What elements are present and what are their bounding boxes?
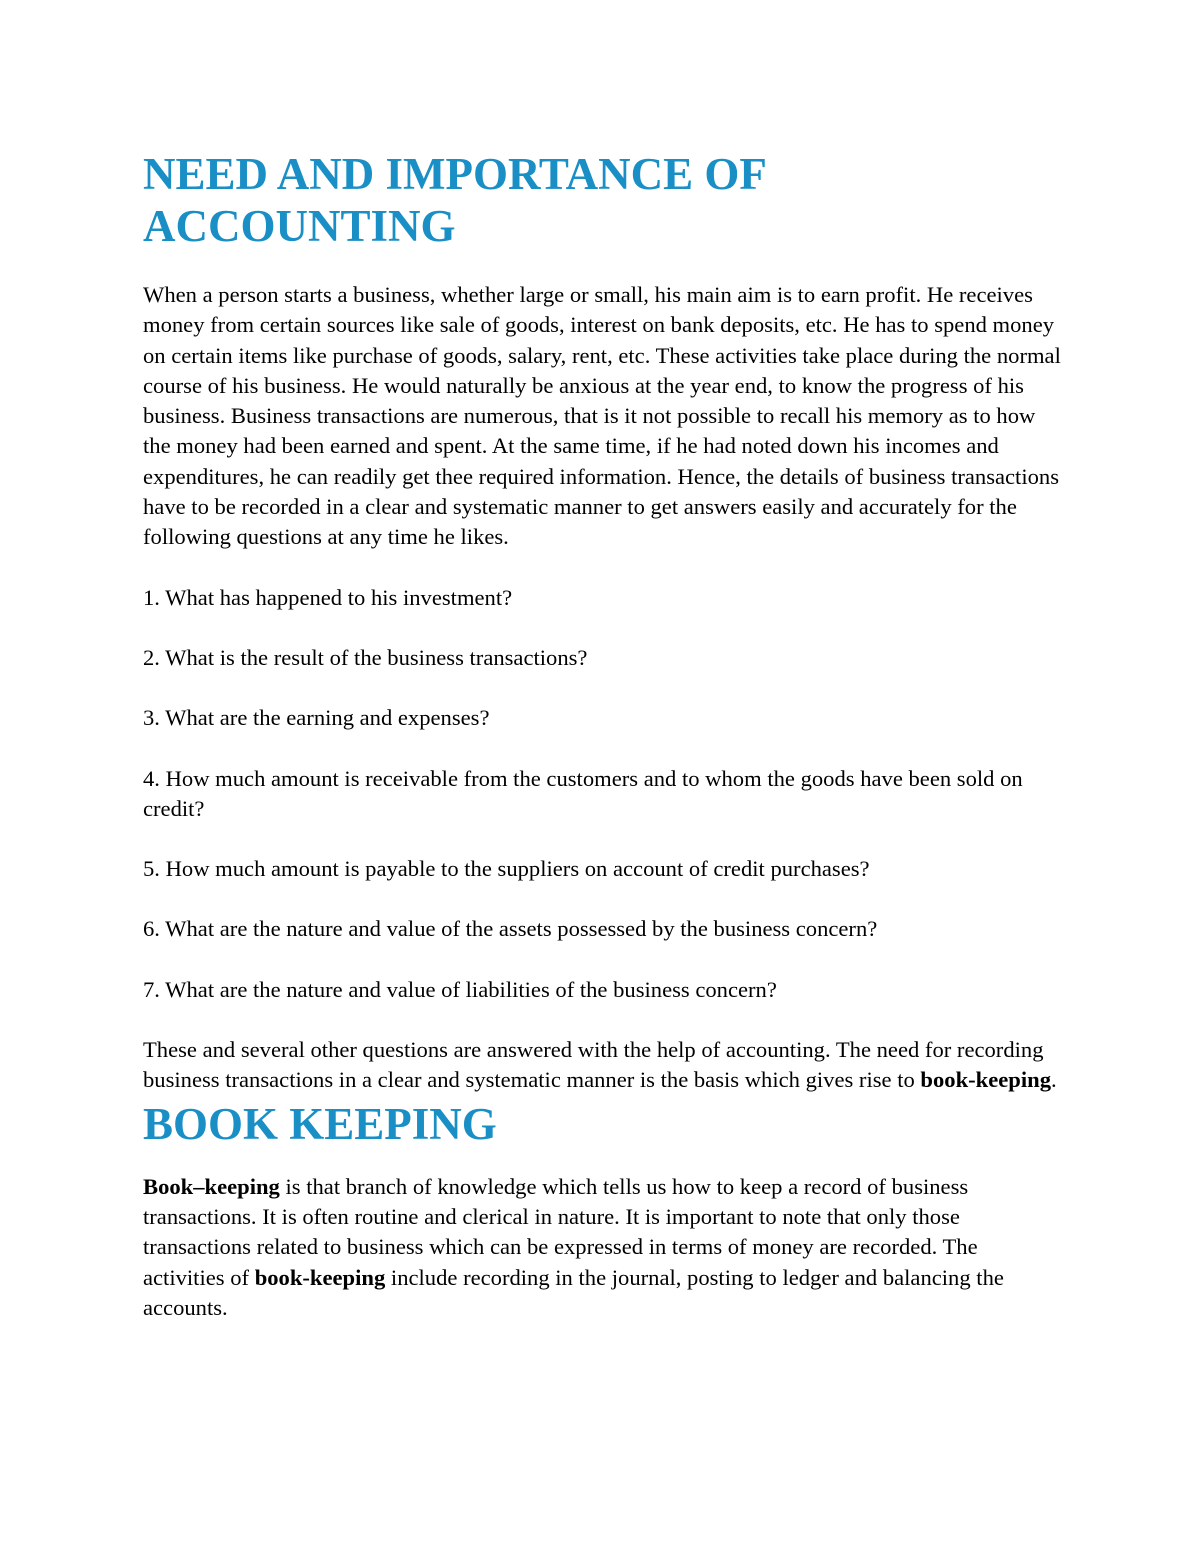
question-item-5: 5. How much amount is payable to the suppliers on account of credit purchases? [143,856,870,882]
heading-need-and-importance: NEED AND IMPORTANCE OF ACCOUNTING [143,149,766,251]
intro-paragraph: When a person starts a business, whether large or small, his main aim is to earn profit. He receives money from certain sources like sale of goods, interest on bank deposits, etc. He has to spend money on certain items like purchase of goods, salary, rent, etc. These activities take place during the normal course of his business. He would naturally be anxious at the year end, to know the progress of his business. Business transactions are numerous, that is it not possible to recall his memory as to how the money had been earned and spent. At the same time, if he had noted down his incomes and expenditures, he can readily get thee required information. Hence, the details of business transactions have to be recorded in a clear and systematic manner to get answers easily and accurately for the following questions at any time he likes. [143,282,1061,550]
question-item-4: 4. How much amount is receivable from the customers and to whom the goods have been sold on credit? [143,765,1023,821]
closing-text: These and several other questions are answered with the help of accounting. The need for recording business transactions in a clear and systematic manner is the basis which gives rise to [143,1037,1044,1093]
book-keeping-paragraph [143,1172,1063,1323]
heading-book-keeping: BOOK KEEPING [143,1098,497,1149]
closing-paragraph [143,1035,1063,1096]
bk-bold-term-2: book-keeping [254,1264,386,1290]
closing-bold-term: book-keeping [920,1067,1051,1093]
question-item-1: 1. What has happened to his investment? [143,584,513,610]
question-item-2: 2. What is the result of the business transactions? [143,644,588,670]
question-item-6: 6. What are the nature and value of the assets possessed by the business concern? [143,916,878,942]
closing-end: . [1051,1067,1057,1093]
document-page [143,148,1063,1323]
question-item-3: 3. What are the earning and expenses? [143,705,490,731]
bk-bold-term: Book–keeping [143,1173,280,1199]
bk-text-1: is that branch of knowledge which tells us how to keep a record of business transactions. It is often routine and clerical in nature. It is important to note that only those transactions related to business which can be expressed in terms of money are recorded. The activities of [143,1173,978,1290]
bk-text-2: include recording in the journal, posting to ledger and balancing the accounts. [143,1264,1004,1320]
question-item-7: 7. What are the nature and value of liabilities of the business concern? [143,976,777,1002]
